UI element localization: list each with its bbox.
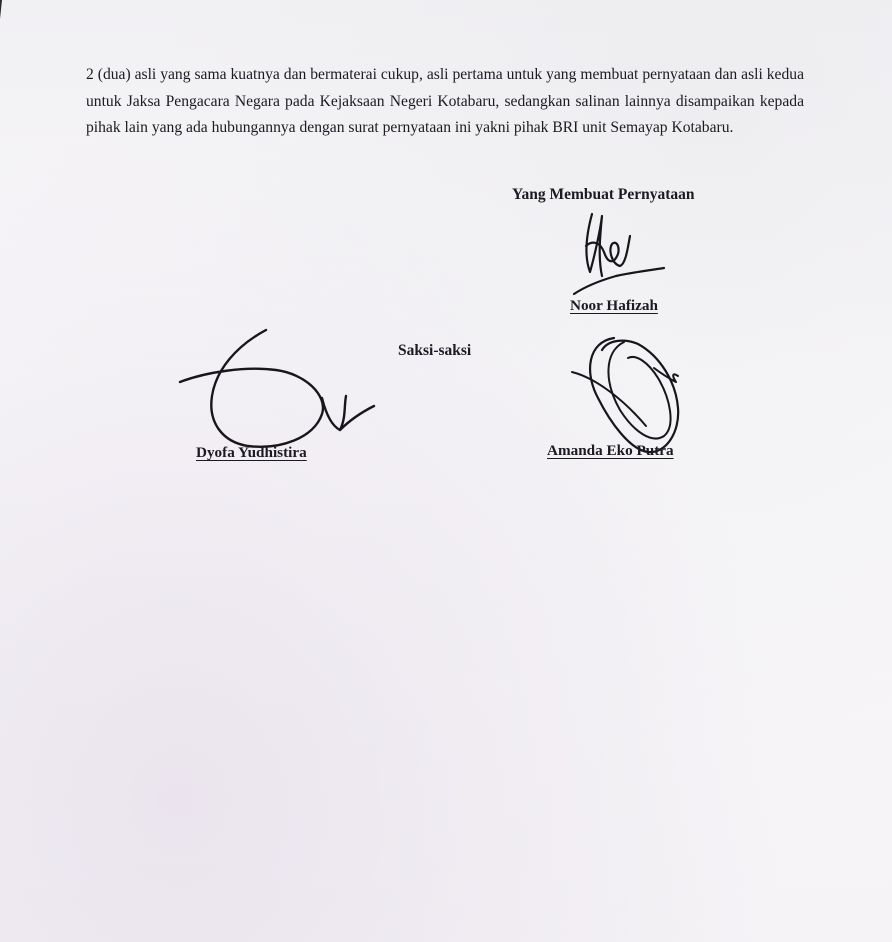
witness-right-name: Amanda Eko Putra [547,442,674,459]
witness-left-name: Dyofa Yudhistira [196,444,307,461]
maker-name: Noor Hafizah [570,297,658,314]
statement-paragraph: 2 (dua) asli yang sama kuatnya dan bermaterai cukup, asli pertama untuk yang membuat pernyataan dan asli kedua untuk Jaksa Pengacara Negara pada Kejaksaan Negeri Kotabaru, sedangkan salinan lainnya disampaikan kepada pihak lain yang ada hubungannya dengan surat pernyataan ini yakni pihak BRI unit Semayap Kotabaru. [86,66,804,136]
witnesses-title: Saksi-saksi [398,342,472,359]
maker-signature [556,206,676,302]
maker-title: Yang Membuat Pernyataan [512,186,695,203]
witness-left-signature [176,326,381,456]
page-edge-mark [0,0,16,40]
